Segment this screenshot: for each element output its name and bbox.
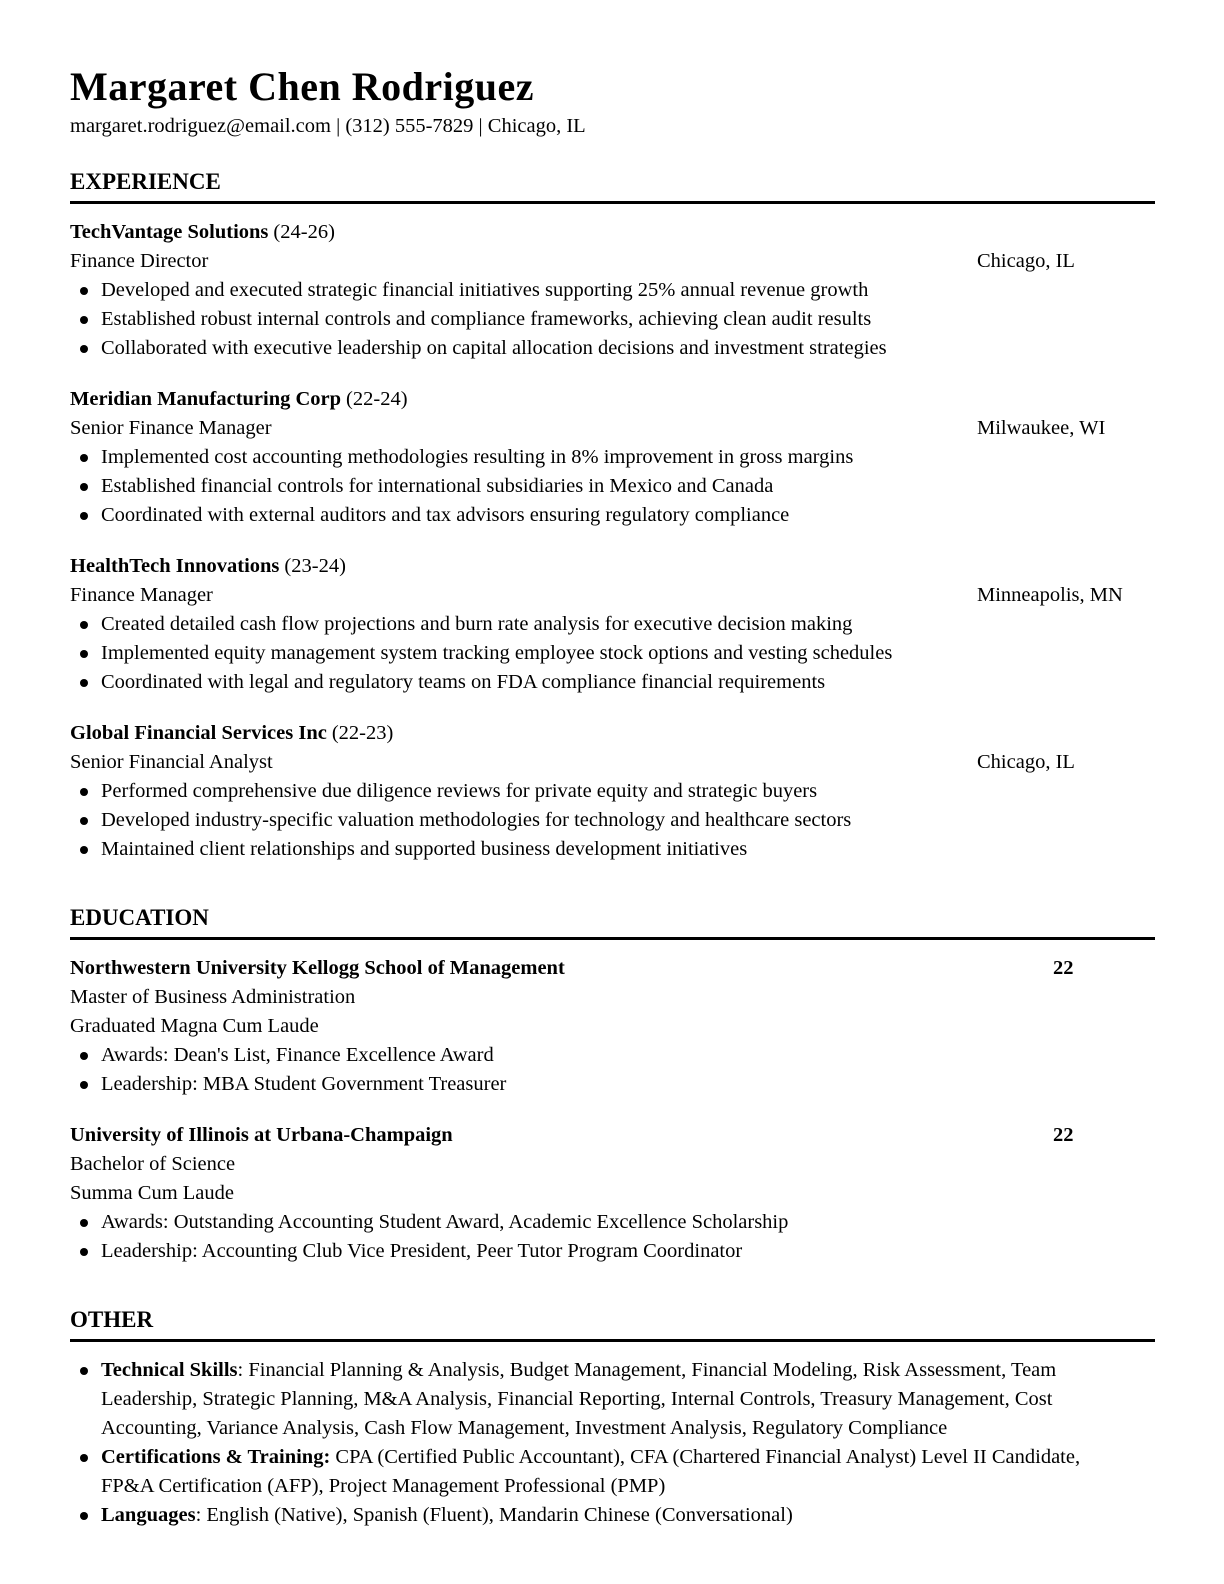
- bullet-icon: [80, 1512, 88, 1520]
- job-location: Milwaukee, WI: [977, 417, 1106, 439]
- other-section-heading: OTHER: [70, 1308, 1155, 1342]
- education-entry: [70, 954, 1155, 1099]
- bullet-item: [70, 334, 1155, 363]
- other-item-label: Languages: [101, 1504, 196, 1526]
- bullet-icon: [80, 1052, 88, 1060]
- bullet-item: [70, 472, 1155, 501]
- bullet-item: [70, 668, 1155, 697]
- experience-entry: [70, 719, 1155, 864]
- bullet-icon: [80, 512, 88, 520]
- bullet-item: [70, 1070, 1155, 1099]
- job-subheader: [70, 581, 1155, 610]
- job-title: Senior Finance Manager: [70, 417, 272, 439]
- bullet-icon: [80, 345, 88, 353]
- candidate-name: Margaret Chen Rodriguez: [70, 64, 534, 109]
- job-company: HealthTech Innovations: [70, 555, 280, 577]
- job-dates: (23-24): [284, 555, 346, 577]
- school-header: [70, 1121, 1155, 1150]
- school-honors: Graduated Magna Cum Laude: [70, 1015, 319, 1037]
- other-list: [70, 1356, 1155, 1530]
- bullet-text: Developed industry-specific valuation methodologies for technology and healthcare sectors: [101, 809, 852, 831]
- job-company: Meridian Manufacturing Corp: [70, 388, 342, 410]
- bullet-text: Collaborated with executive leadership on capital allocation decisions and investment strategies: [101, 337, 887, 359]
- bullet-text: Awards: Outstanding Accounting Student Award, Academic Excellence Scholarship: [101, 1211, 789, 1233]
- job-location: Chicago, IL: [977, 250, 1075, 272]
- bullet-text: Leadership: MBA Student Government Treasurer: [101, 1073, 507, 1095]
- bullet-item: [70, 443, 1155, 472]
- bullet-icon: [80, 1248, 88, 1256]
- bullet-item: [70, 1356, 1155, 1443]
- bullet-icon: [80, 316, 88, 324]
- job-location: Chicago, IL: [977, 751, 1075, 773]
- job-company: Global Financial Services Inc: [70, 722, 327, 744]
- school-header: [70, 954, 1155, 983]
- bullet-text: Implemented cost accounting methodologies resulting in 8% improvement in gross margins: [101, 446, 854, 468]
- school-name: University of Illinois at Urbana-Champaign: [70, 1124, 453, 1146]
- bullet-text: Created detailed cash flow projections and burn rate analysis for executive decision making: [101, 613, 853, 635]
- bullet-icon: [80, 1081, 88, 1089]
- job-title: Finance Director: [70, 250, 209, 272]
- bullet-item: [70, 777, 1155, 806]
- bullet-item: [70, 305, 1155, 334]
- bullet-icon: [80, 650, 88, 658]
- job-dates: (22-24): [346, 388, 408, 410]
- bullet-item: [70, 1443, 1155, 1501]
- experience-section-heading: EXPERIENCE: [70, 170, 1155, 204]
- job-dates: (24-26): [273, 221, 335, 243]
- bullet-item: [70, 1501, 1155, 1530]
- job-subheader: [70, 414, 1155, 443]
- bullet-icon: [80, 679, 88, 687]
- school-honors: Summa Cum Laude: [70, 1182, 234, 1204]
- other-item-detail: CPA (Certified Public Accountant), CFA (Chartered Financial Analyst) Level II Candidate, FP&A Certification (AFP), Project Management Professional (PMP): [101, 1446, 1081, 1497]
- bullet-icon: [80, 454, 88, 462]
- other-item-detail: : English (Native), Spanish (Fluent), Mandarin Chinese (Conversational): [195, 1504, 793, 1526]
- job-location: Minneapolis, MN: [977, 584, 1123, 606]
- job-title: Senior Financial Analyst: [70, 751, 273, 773]
- bullet-text: [101, 1359, 1056, 1439]
- job-title: Finance Manager: [70, 584, 213, 606]
- other-item-label: Certifications & Training:: [101, 1446, 331, 1468]
- bullet-item: [70, 806, 1155, 835]
- bullet-text: Established robust internal controls and compliance frameworks, achieving clean audit results: [101, 308, 872, 330]
- other-item-detail: : Financial Planning & Analysis, Budget Management, Financial Modeling, Risk Assessment, Team Leadership, Strategic Planning, M&A Analysis, Financial Reporting, Internal Controls, Treasury Management, Cost Accounting, Variance Analysis, Cash Flow Management, Investment Analysis, Regulatory Compliance: [101, 1359, 1057, 1439]
- job-subheader: [70, 247, 1155, 276]
- bullet-icon: [80, 817, 88, 825]
- bullet-text: Established financial controls for international subsidiaries in Mexico and Canada: [101, 475, 774, 497]
- experience-entry: [70, 218, 1155, 363]
- bullet-text: Leadership: Accounting Club Vice President, Peer Tutor Program Coordinator: [101, 1240, 743, 1262]
- bullet-icon: [80, 788, 88, 796]
- bullet-text: Developed and executed strategic financial initiatives supporting 25% annual revenue growth: [101, 279, 869, 301]
- bullet-text: Coordinated with legal and regulatory teams on FDA compliance financial requirements: [101, 671, 826, 693]
- bullet-text: Awards: Dean's List, Finance Excellence Award: [101, 1044, 494, 1066]
- bullet-item: [70, 639, 1155, 668]
- experience-entry: [70, 385, 1155, 530]
- bullet-text: Coordinated with external auditors and tax advisors ensuring regulatory compliance: [101, 504, 790, 526]
- bullet-text: [101, 1446, 1080, 1497]
- other-item-label: Technical Skills: [101, 1359, 238, 1381]
- bullet-icon: [80, 1454, 88, 1462]
- bullet-text: [101, 1504, 793, 1526]
- bullet-item: [70, 1237, 1155, 1266]
- education-section-heading: EDUCATION: [70, 906, 1155, 940]
- education-entry: [70, 1121, 1155, 1266]
- job-header: [70, 385, 1155, 414]
- experience-entry: [70, 552, 1155, 697]
- job-header: [70, 552, 1155, 581]
- school-name: Northwestern University Kellogg School of Management: [70, 957, 565, 979]
- school-degree: Master of Business Administration: [70, 986, 356, 1008]
- contact-line: margaret.rodriguez@email.com | (312) 555-7829 | Chicago, IL: [70, 115, 586, 137]
- school-year: 22: [1053, 957, 1074, 979]
- bullet-icon: [80, 1367, 88, 1375]
- bullet-item: [70, 835, 1155, 864]
- job-company: TechVantage Solutions: [70, 221, 269, 243]
- bullet-text: Maintained client relationships and supported business development initiatives: [101, 838, 748, 860]
- job-dates: (22-23): [331, 722, 394, 744]
- bullet-text: Performed comprehensive due diligence reviews for private equity and strategic buyers: [101, 780, 818, 802]
- bullet-item: [70, 610, 1155, 639]
- school-year: 22: [1053, 1124, 1074, 1146]
- resume-content: [70, 64, 1155, 1530]
- bullet-icon: [80, 287, 88, 295]
- school-degree: Bachelor of Science: [70, 1153, 236, 1175]
- job-header: [70, 218, 1155, 247]
- bullet-item: [70, 1041, 1155, 1070]
- bullet-item: [70, 501, 1155, 530]
- bullet-icon: [80, 846, 88, 854]
- bullet-item: [70, 276, 1155, 305]
- job-subheader: [70, 748, 1155, 777]
- bullet-icon: [80, 483, 88, 491]
- bullet-icon: [80, 621, 88, 629]
- bullet-text: Implemented equity management system tracking employee stock options and vesting schedules: [101, 642, 893, 664]
- bullet-icon: [80, 1219, 88, 1227]
- job-header: [70, 719, 1155, 748]
- bullet-item: [70, 1208, 1155, 1237]
